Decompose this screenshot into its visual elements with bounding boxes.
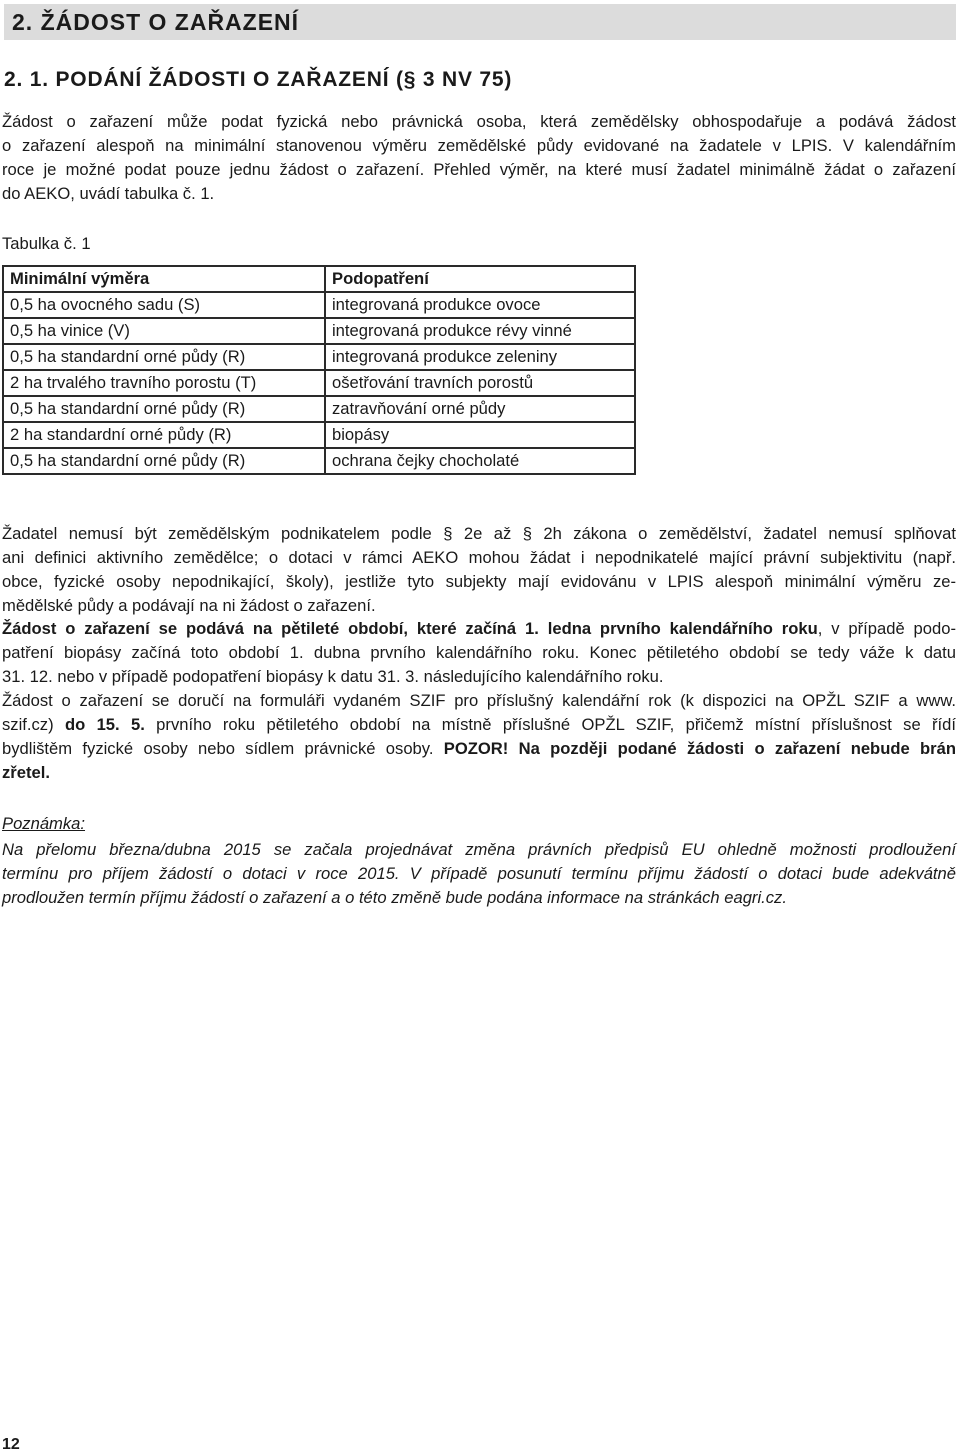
table-row: [3, 370, 635, 396]
cell-area: 0,5 ha ovocného sadu (S): [3, 292, 325, 318]
chapter-banner: [4, 4, 956, 40]
submission-text: szif.cz): [2, 715, 65, 734]
submission-deadline: do 15. 5.: [64, 715, 145, 734]
cell-area: 0,5 ha standardní orné půdy (R): [3, 448, 325, 474]
table-header-row: [3, 266, 635, 292]
cell-measure: zatravňování orné půdy: [325, 396, 635, 422]
chapter-title: 2. ŽÁDOST O ZAŘAZENÍ: [12, 9, 300, 35]
applicant-line: obce, fyzické osoby nepodnikající, školy), jestliže tyto subjekty mají evidovánu v LPIS alespoň minimální výměru ze-: [2, 572, 956, 591]
cell-measure: integrovaná produkce zeleniny: [325, 344, 635, 370]
cell-measure: integrovaná produkce révy vinné: [325, 318, 635, 344]
intro-line: Žádost o zařazení může podat fyzická nebo právnická osoba, která zemědělsky obhospodařuje a podává žádost: [2, 112, 956, 131]
table-row: [3, 292, 635, 318]
table-row: [3, 318, 635, 344]
note-label: Poznámka:: [2, 814, 86, 833]
cell-measure: biopásy: [325, 422, 635, 448]
applicant-paragraph: [2, 522, 956, 618]
note-line: termínu pro příjem žádostí o dotaci v roce 2015. V případě posunutí termínu příjmu žádostí o dotaci bude adekvátně: [2, 864, 956, 883]
cell-measure: ochrana čejky chocholaté: [325, 448, 635, 474]
submission-warning: POZOR! Na později podané žádosti o zařazení nebude brán: [443, 739, 956, 758]
intro-line: o zařazení alespoň na minimální stanovenou výměru zemědělské půdy evidované na žadatele v LPIS. V kalendářním: [2, 136, 956, 155]
header-measure: Podopatření: [325, 266, 635, 292]
applicant-line: Žadatel nemusí být zemědělským podnikatelem podle § 2e až § 2h zákona o zemědělství, žadatel nemusí splňovat: [2, 524, 956, 543]
note-line: Na přelomu března/dubna 2015 se začala projednávat změna právních předpisů EU ohledně možnosti prodloužení: [2, 840, 956, 859]
cell-area: 0,5 ha vinice (V): [3, 318, 325, 344]
period-line1-rest: , v případě podo-: [817, 619, 956, 638]
page-number: 12: [2, 1436, 20, 1453]
intro-paragraph: [2, 110, 956, 206]
submission-line: [2, 737, 956, 761]
table-caption: Tabulka č. 1: [2, 234, 91, 253]
period-paragraph: [2, 617, 956, 689]
submission-paragraph: [2, 689, 956, 785]
table-row: [3, 448, 635, 474]
submission-line: [2, 713, 956, 737]
period-bold-lead: Žádost o zařazení se podává na pětileté období, které začíná 1. ledna prvního kalendářního roku: [2, 619, 818, 638]
intro-line: do AEKO, uvádí tabulka č. 1.: [2, 184, 215, 203]
note-line: prodloužen termín příjmu žádostí o zařazení a o této změně bude podána informace na stránkách eagri.cz.: [2, 888, 787, 907]
section-title: 2. 1. PODÁNÍ ŽÁDOSTI O ZAŘAZENÍ (§ 3 NV 75): [4, 68, 513, 91]
cell-area: 0,5 ha standardní orné půdy (R): [3, 396, 325, 422]
intro-line: roce je možné podat pouze jednu žádost o zařazení. Přehled výměr, na které musí žadatel minimálně žádat o zařazení: [2, 160, 956, 179]
header-minimum-area: Minimální výměra: [3, 266, 325, 292]
cell-area: 0,5 ha standardní orné půdy (R): [3, 344, 325, 370]
period-line: [2, 617, 956, 641]
submission-text: prvního roku pětiletého období na místně příslušné OPŽL SZIF, přičemž místní příslušnost se řídí: [144, 715, 956, 734]
period-line: 31. 12. nebo v případě podopatření biopásy k datu 31. 3. následujícího kalendářního roku.: [2, 667, 664, 686]
period-line: patření biopásy začíná toto období 1. dubna prvního kalendářního roku. Konec pětiletého období se tedy váže k datu: [2, 643, 956, 662]
table-row: [3, 396, 635, 422]
note-paragraph: [2, 838, 956, 910]
table-row: [3, 422, 635, 448]
cell-measure: integrovaná produkce ovoce: [325, 292, 635, 318]
submission-line: Žádost o zařazení se doručí na formuláři vydaném SZIF pro příslušný kalendářní rok (k dispozici na OPŽL SZIF a www.: [2, 691, 956, 710]
applicant-line: mědělské půdy a podávají na ni žádost o zařazení.: [2, 596, 376, 615]
cell-measure: ošetřování travních porostů: [325, 370, 635, 396]
applicant-line: ani definici aktivního zemědělce; o dotaci v rámci AEKO mohou žádat i nepodnikatelé mající právní subjektivitu (např.: [2, 548, 956, 567]
submission-text: bydlištěm fyzické osoby nebo sídlem právnické osoby.: [2, 739, 444, 758]
cell-area: 2 ha standardní orné půdy (R): [3, 422, 325, 448]
minimum-area-table: [2, 265, 636, 475]
submission-warning-end: zřetel.: [2, 763, 50, 782]
table-row: [3, 344, 635, 370]
cell-area: 2 ha trvalého travního porostu (T): [3, 370, 325, 396]
